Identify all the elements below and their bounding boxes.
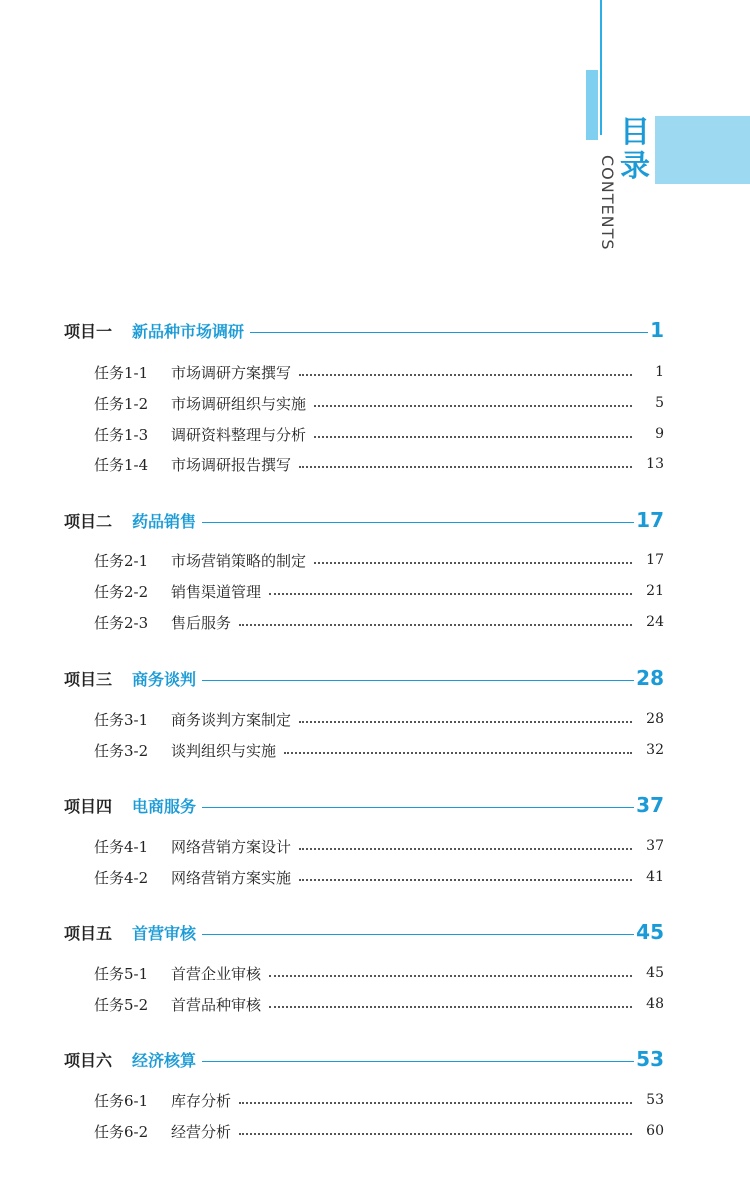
task-entry[interactable] bbox=[94, 548, 664, 572]
task-number: 任务6-1 bbox=[94, 1091, 149, 1110]
task-number: 任务1-4 bbox=[94, 455, 149, 474]
contents-subtitle: CONTENTS bbox=[598, 155, 617, 251]
task-title: 谈判组织与实施 bbox=[171, 741, 277, 760]
leader-dots bbox=[299, 879, 632, 881]
project-heading-2[interactable] bbox=[64, 506, 664, 534]
task-title: 调研资料整理与分析 bbox=[171, 425, 307, 444]
project-heading-6[interactable] bbox=[64, 1045, 664, 1073]
task-title: 市场调研方案撰写 bbox=[171, 363, 292, 382]
task-title: 网络营销方案设计 bbox=[171, 837, 292, 856]
task-page: 24 bbox=[646, 614, 664, 630]
project-rule bbox=[202, 522, 634, 523]
task-title: 库存分析 bbox=[171, 1091, 232, 1110]
project-heading-5[interactable] bbox=[64, 918, 664, 946]
task-page: 28 bbox=[646, 711, 664, 727]
decorative-corner-block bbox=[655, 116, 750, 184]
project-heading-3[interactable] bbox=[64, 664, 664, 692]
project-rule bbox=[202, 1061, 634, 1062]
task-page: 41 bbox=[646, 869, 664, 885]
project-number: 项目五 bbox=[64, 923, 113, 943]
task-entry[interactable] bbox=[94, 707, 664, 731]
task-entry[interactable] bbox=[94, 579, 664, 603]
project-rule bbox=[202, 934, 634, 935]
task-title: 销售渠道管理 bbox=[171, 582, 262, 601]
decorative-vertical-bar bbox=[586, 70, 598, 140]
leader-dots bbox=[269, 1006, 632, 1008]
task-entry[interactable] bbox=[94, 865, 664, 889]
task-title: 首营品种审核 bbox=[171, 995, 262, 1014]
task-entry[interactable] bbox=[94, 961, 664, 985]
task-number: 任务3-2 bbox=[94, 741, 149, 760]
task-entry[interactable] bbox=[94, 992, 664, 1016]
task-entry[interactable] bbox=[94, 360, 664, 384]
leader-dots bbox=[314, 562, 632, 564]
project-rule bbox=[202, 807, 634, 808]
task-number: 任务1-1 bbox=[94, 363, 149, 382]
leader-dots bbox=[314, 436, 632, 438]
task-entry[interactable] bbox=[94, 452, 664, 476]
task-entry[interactable] bbox=[94, 610, 664, 634]
task-title: 市场营销策略的制定 bbox=[171, 551, 307, 570]
task-number: 任务1-3 bbox=[94, 425, 149, 444]
project-number: 项目四 bbox=[64, 796, 113, 816]
project-number: 项目一 bbox=[64, 321, 113, 341]
project-heading-1[interactable] bbox=[64, 316, 664, 344]
task-title: 商务谈判方案制定 bbox=[171, 710, 292, 729]
project-title: 新品种市场调研 bbox=[132, 321, 245, 341]
task-title: 市场调研组织与实施 bbox=[171, 394, 307, 413]
project-rule bbox=[202, 680, 634, 681]
task-entry[interactable] bbox=[94, 834, 664, 858]
task-page: 32 bbox=[646, 742, 664, 758]
task-page: 17 bbox=[646, 552, 664, 568]
project-page: 45 bbox=[636, 920, 664, 944]
project-title: 电商服务 bbox=[132, 796, 197, 816]
leader-dots bbox=[239, 624, 632, 626]
task-number: 任务4-2 bbox=[94, 868, 149, 887]
leader-dots bbox=[284, 752, 632, 754]
task-page: 48 bbox=[646, 996, 664, 1012]
project-title: 商务谈判 bbox=[132, 669, 197, 689]
contents-title-char-1: 目 bbox=[620, 115, 650, 150]
task-entry[interactable] bbox=[94, 738, 664, 762]
leader-dots bbox=[239, 1133, 632, 1135]
project-page: 28 bbox=[636, 666, 664, 690]
leader-dots bbox=[299, 374, 632, 376]
project-page: 1 bbox=[650, 318, 664, 342]
task-title: 首营企业审核 bbox=[171, 964, 262, 983]
task-title: 网络营销方案实施 bbox=[171, 868, 292, 887]
project-title: 经济核算 bbox=[132, 1050, 197, 1070]
task-number: 任务6-2 bbox=[94, 1122, 149, 1141]
task-number: 任务5-2 bbox=[94, 995, 149, 1014]
task-page: 13 bbox=[646, 456, 664, 472]
task-page: 45 bbox=[646, 965, 664, 981]
task-title: 经营分析 bbox=[171, 1122, 232, 1141]
leader-dots bbox=[269, 593, 632, 595]
task-page: 60 bbox=[646, 1123, 664, 1139]
task-entry[interactable] bbox=[94, 422, 664, 446]
task-page: 53 bbox=[646, 1092, 664, 1108]
task-page: 5 bbox=[655, 395, 664, 411]
project-title: 药品销售 bbox=[132, 511, 197, 531]
task-number: 任务2-1 bbox=[94, 551, 149, 570]
task-page: 37 bbox=[646, 838, 664, 854]
project-page: 37 bbox=[636, 793, 664, 817]
task-page: 1 bbox=[655, 364, 664, 380]
task-number: 任务1-2 bbox=[94, 394, 149, 413]
task-number: 任务2-3 bbox=[94, 613, 149, 632]
task-title: 市场调研报告撰写 bbox=[171, 455, 292, 474]
contents-title-char-2: 录 bbox=[620, 149, 650, 184]
task-title: 售后服务 bbox=[171, 613, 232, 632]
contents-title bbox=[619, 116, 651, 184]
leader-dots bbox=[239, 1102, 632, 1104]
leader-dots bbox=[269, 975, 632, 977]
project-page: 17 bbox=[636, 508, 664, 532]
leader-dots bbox=[299, 466, 632, 468]
task-number: 任务4-1 bbox=[94, 837, 149, 856]
task-entry[interactable] bbox=[94, 391, 664, 415]
decorative-vertical-line bbox=[600, 0, 602, 135]
task-page: 21 bbox=[646, 583, 664, 599]
project-number: 项目六 bbox=[64, 1050, 113, 1070]
project-number: 项目二 bbox=[64, 511, 113, 531]
task-number: 任务3-1 bbox=[94, 710, 149, 729]
leader-dots bbox=[299, 721, 632, 723]
project-page: 53 bbox=[636, 1047, 664, 1071]
project-title: 首营审核 bbox=[132, 923, 197, 943]
task-number: 任务2-2 bbox=[94, 582, 149, 601]
task-entry[interactable] bbox=[94, 1088, 664, 1112]
task-page: 9 bbox=[655, 426, 664, 442]
task-entry[interactable] bbox=[94, 1119, 664, 1143]
leader-dots bbox=[299, 848, 632, 850]
leader-dots bbox=[314, 405, 632, 407]
project-rule bbox=[250, 332, 648, 333]
project-heading-4[interactable] bbox=[64, 791, 664, 819]
task-number: 任务5-1 bbox=[94, 964, 149, 983]
project-number: 项目三 bbox=[64, 669, 113, 689]
